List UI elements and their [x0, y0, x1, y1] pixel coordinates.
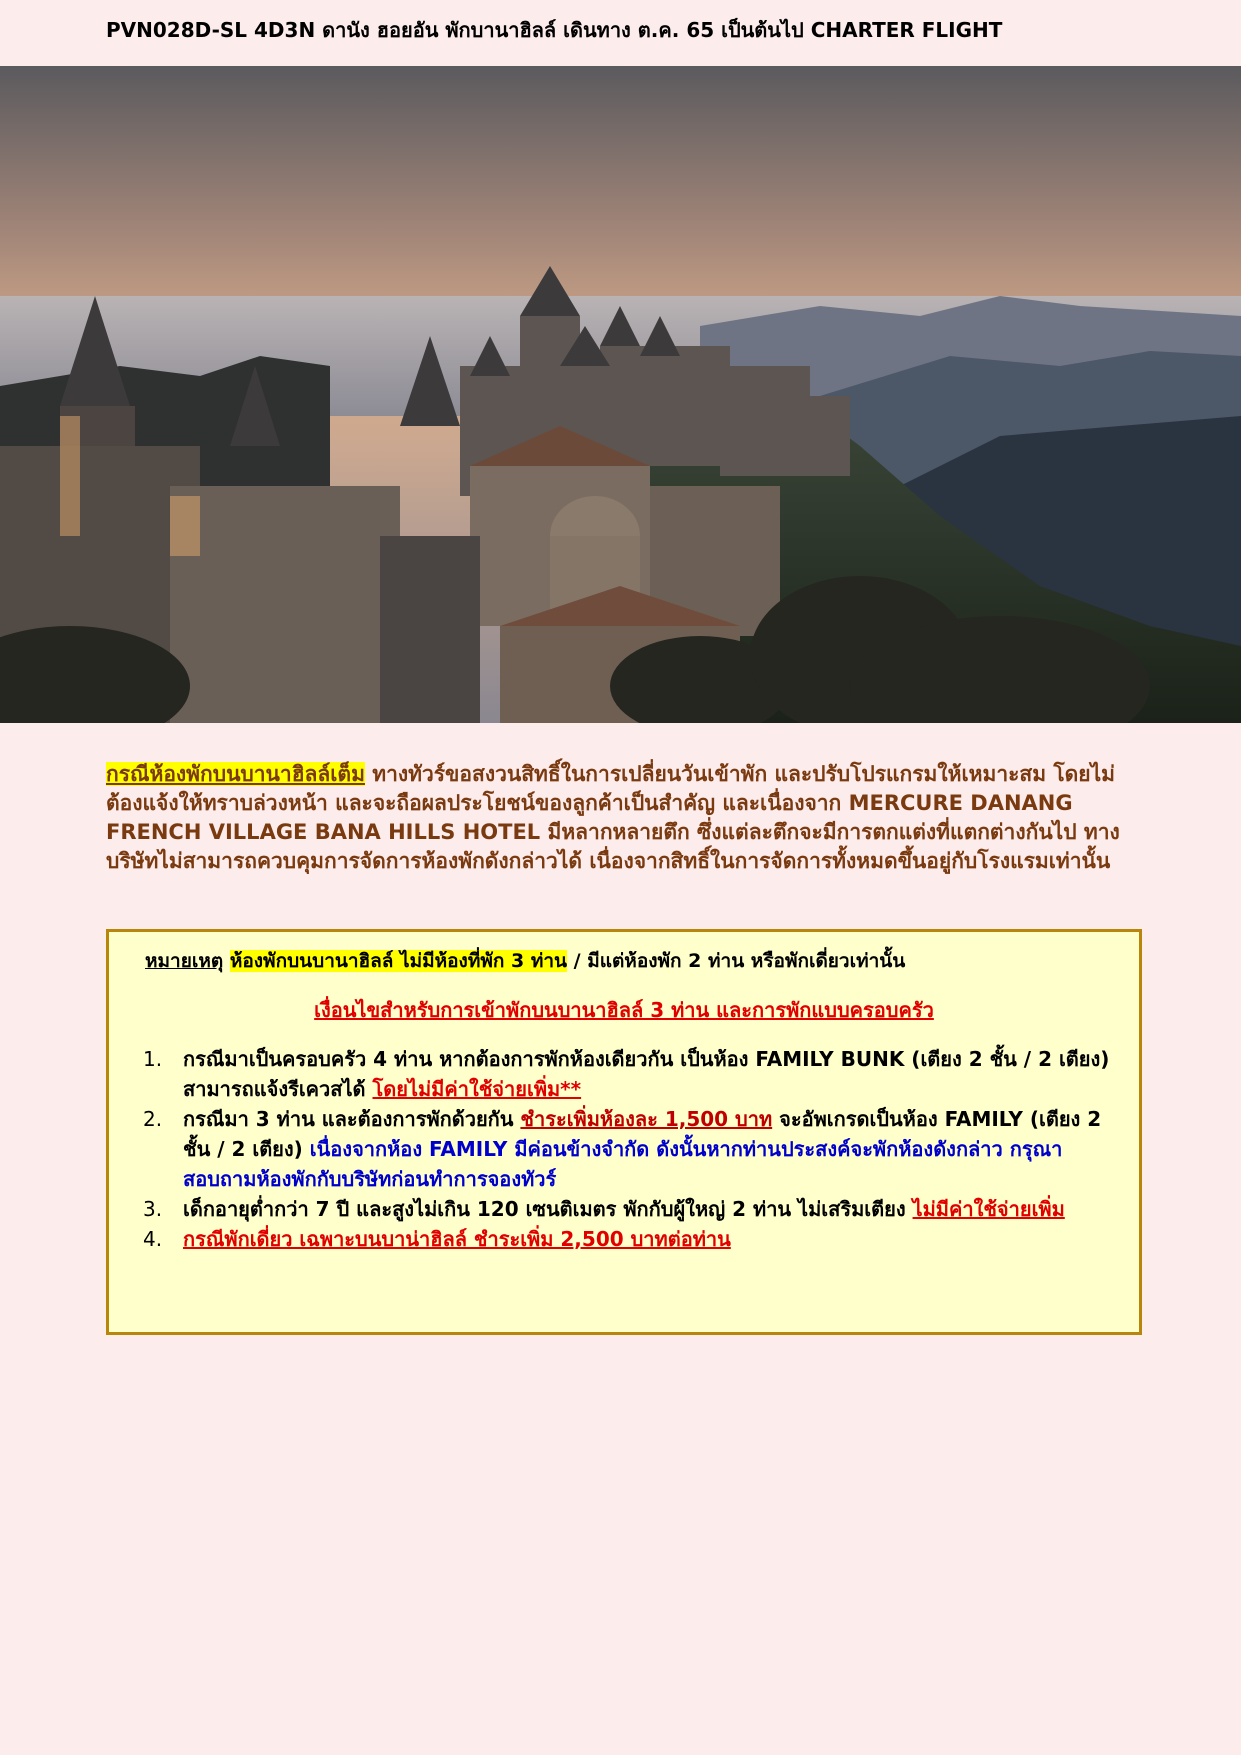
item-number: 3.	[143, 1197, 163, 1221]
page-header-title: PVN028D-SL 4D3N ดานัง ฮอยอัน พักบานาฮิลล์ เดินทาง ต.ค. 65 เป็นต้นไป CHARTER FLIGHT	[106, 18, 1003, 42]
list-item	[139, 1194, 1129, 1224]
item-red-text: ชำระเพิ่มห้องละ 1,500 บาท	[520, 1107, 773, 1131]
item-number: 2.	[143, 1107, 163, 1131]
castle-illustration	[0, 66, 1241, 723]
item-text: เด็กอายุต่ำกว่า 7 ปี และสูงไม่เกิน 120 เซนติเมตร พักกับผู้ใหญ่ 2 ท่าน ไม่เสริมเตียง	[183, 1197, 913, 1221]
item-number: 4.	[143, 1227, 163, 1251]
item-text: จะอัพเกรดเป็นห้อง FAMILY (เตียง 2 ชั้น / 2 เตียง)	[183, 1107, 1102, 1161]
item-red-text: โดยไม่มีค่าใช้จ่ายเพิ่ม**	[372, 1077, 582, 1101]
item-blue-text: เนื่องจากห้อง FAMILY มีค่อนข้างจำกัด ดังนั้นหากท่านประสงค์จะพักห้องดังกล่าว กรุณาสอบถามห้องพักกับบริษัทก่อนทำการจองทัวร์	[183, 1137, 1063, 1191]
item-text: กรณีมา 3 ท่าน และต้องการพักด้วยกัน	[183, 1107, 521, 1131]
list-item	[139, 1044, 1129, 1104]
remark-label: หมายเหตุ	[145, 950, 224, 972]
list-item	[139, 1104, 1129, 1194]
no-triple-room-highlight: ห้องพักบนบานาฮิลล์ ไม่มีห้องที่พัก 3 ท่าน	[229, 950, 568, 972]
hotel-availability-notice	[106, 760, 1136, 876]
item-number: 1.	[143, 1047, 163, 1071]
item-red-text: กรณีพักเดี่ยว เฉพาะบนบาน่าฮิลล์ ชำระเพิ่ม 2,500 บาทต่อท่าน	[183, 1227, 731, 1251]
ba-na-hills-castle-photo	[0, 66, 1241, 723]
conditions-title: เงื่อนไขสำหรับการเข้าพักบนบานาฮิลล์ 3 ท่าน และการพักแบบครอบครัว	[314, 998, 934, 1022]
remark-line	[145, 946, 1125, 976]
remarks-box	[106, 929, 1142, 1335]
list-item	[139, 1224, 1129, 1254]
conditions-list	[139, 1044, 1129, 1254]
full-booking-highlight: กรณีห้องพักบนบานาฮิลล์เต็ม	[106, 762, 365, 786]
notice-text: ทางทัวร์ขอสงวนสิทธิ์ในการเปลี่ยนวันเข้าพัก และปรับโปรแกรมให้เหมาะสม โดยไม่ต้องแจ้งให้ทราบล่วงหน้า และจะถือผลประโยชน์ของลูกค้าเป็นสำคัญ และเนื่องจาก MERCURE DANANG FRENCH VILLAGE BANA HILLS HOTEL มีหลากหลายตึก ซึ่งแต่ละตึกจะมีการตกแต่งที่แตกต่างกันไป ทางบริษัทไม่สามารถควบคุมการจัดการห้องพักดังกล่าวได้ เนื่องจากสิทธิ์ในการจัดการทั้งหมดขึ้นอยู่กับโรงแรมเท่านั้น	[106, 762, 1120, 873]
item-red-text: ไม่มีค่าใช้จ่ายเพิ่ม	[912, 1197, 1065, 1221]
remark-rest: / มีแต่ห้องพัก 2 ท่าน หรือพักเดี่ยวเท่านั้น	[567, 950, 906, 972]
item-text: กรณีมาเป็นครอบครัว 4 ท่าน หากต้องการพักห้องเดียวกัน เป็นห้อง FAMILY BUNK (เตียง 2 ชั้น / 2 เตียง) สามารถแจ้งรีเควสได้	[183, 1047, 1110, 1101]
